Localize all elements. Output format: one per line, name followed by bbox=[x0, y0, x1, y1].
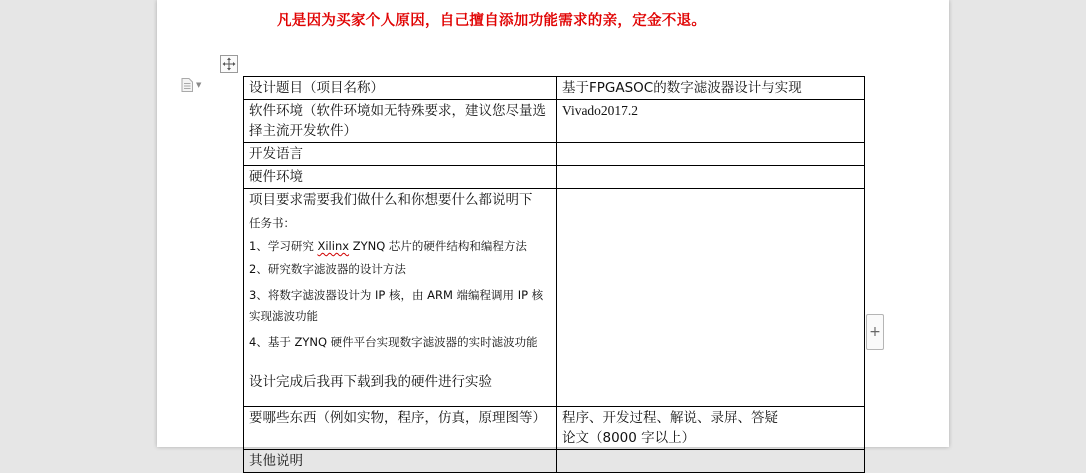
table-row bbox=[244, 100, 865, 143]
table-row bbox=[244, 407, 865, 450]
task-item: 3、将数字滤波器设计为 IP 核，由 ARM 端编程调用 IP 核实现滤波功能 bbox=[249, 288, 544, 323]
deliverables-label: 要哪些东西（例如实物，程序，仿真，原理图等） bbox=[249, 410, 546, 426]
other-label-cell[interactable] bbox=[244, 450, 557, 473]
paragraph-options-icon bbox=[181, 78, 193, 92]
table-row bbox=[244, 189, 865, 407]
table-move-handle[interactable] bbox=[220, 55, 238, 73]
software-value: Vivado2017.2 bbox=[562, 103, 639, 118]
topic-label-cell[interactable] bbox=[244, 77, 557, 100]
requirements-label-cell[interactable] bbox=[244, 189, 557, 407]
software-label-cell[interactable] bbox=[244, 100, 557, 143]
plus-icon: + bbox=[869, 324, 881, 340]
task-item: 2、研究数字滤波器的设计方法 bbox=[249, 262, 406, 276]
deliverables-value-cell[interactable] bbox=[557, 407, 865, 450]
spellcheck-word: Xilinx bbox=[317, 239, 350, 253]
task-item: 1、学习研究 Xilinx ZYNQ 芯片的硬件结构和编程方法 bbox=[249, 239, 527, 253]
deliverables-value-line: 程序、开发过程、解说、录屏、答疑 bbox=[562, 410, 778, 426]
other-value-cell[interactable] bbox=[557, 450, 865, 473]
refund-notice: 凡是因为买家个人原因，自己擅自添加功能需求的亲，定金不退。 bbox=[277, 13, 707, 29]
deliverables-label-cell[interactable] bbox=[244, 407, 557, 450]
software-value-cell[interactable] bbox=[557, 100, 865, 143]
language-label-cell[interactable] bbox=[244, 143, 557, 166]
chevron-down-icon: ▼ bbox=[196, 80, 202, 89]
table-row bbox=[244, 143, 865, 166]
table-row bbox=[244, 77, 865, 100]
paragraph-options-button[interactable] bbox=[181, 78, 201, 92]
hardware-label-cell[interactable] bbox=[244, 166, 557, 189]
task-item: 4、基于 ZYNQ 硬件平台实现数字滤波器的实时滤波功能 bbox=[249, 335, 538, 349]
add-column-button[interactable] bbox=[866, 314, 884, 350]
language-value-cell[interactable] bbox=[557, 143, 865, 166]
software-label: 软件环境（软件环境如无特殊要求，建议您尽量选择主流开发软件） bbox=[249, 103, 546, 139]
document-page bbox=[157, 0, 949, 469]
deliverables-value-line: 论文（8000 字以上） bbox=[562, 430, 696, 446]
table-row bbox=[244, 166, 865, 189]
topic-value-cell[interactable] bbox=[557, 77, 865, 100]
table-row bbox=[244, 450, 865, 473]
requirements-value-cell[interactable] bbox=[557, 189, 865, 407]
topic-label: 设计题目（项目名称） bbox=[249, 80, 384, 96]
language-label: 开发语言 bbox=[249, 146, 303, 162]
requirements-table bbox=[243, 76, 865, 473]
other-label: 其他说明 bbox=[249, 453, 303, 469]
requirements-closing: 设计完成后我再下载到我的硬件进行实验 bbox=[249, 374, 492, 390]
requirements-intro: 项目要求需要我们做什么和你想要什么都说明下 bbox=[249, 192, 533, 208]
move-arrows-icon bbox=[222, 57, 236, 71]
hardware-value-cell[interactable] bbox=[557, 166, 865, 189]
hardware-label: 硬件环境 bbox=[249, 169, 303, 185]
task-list-title: 任务书： bbox=[249, 216, 295, 230]
topic-value: 基于FPGASOC的数字滤波器设计与实现 bbox=[562, 80, 802, 96]
